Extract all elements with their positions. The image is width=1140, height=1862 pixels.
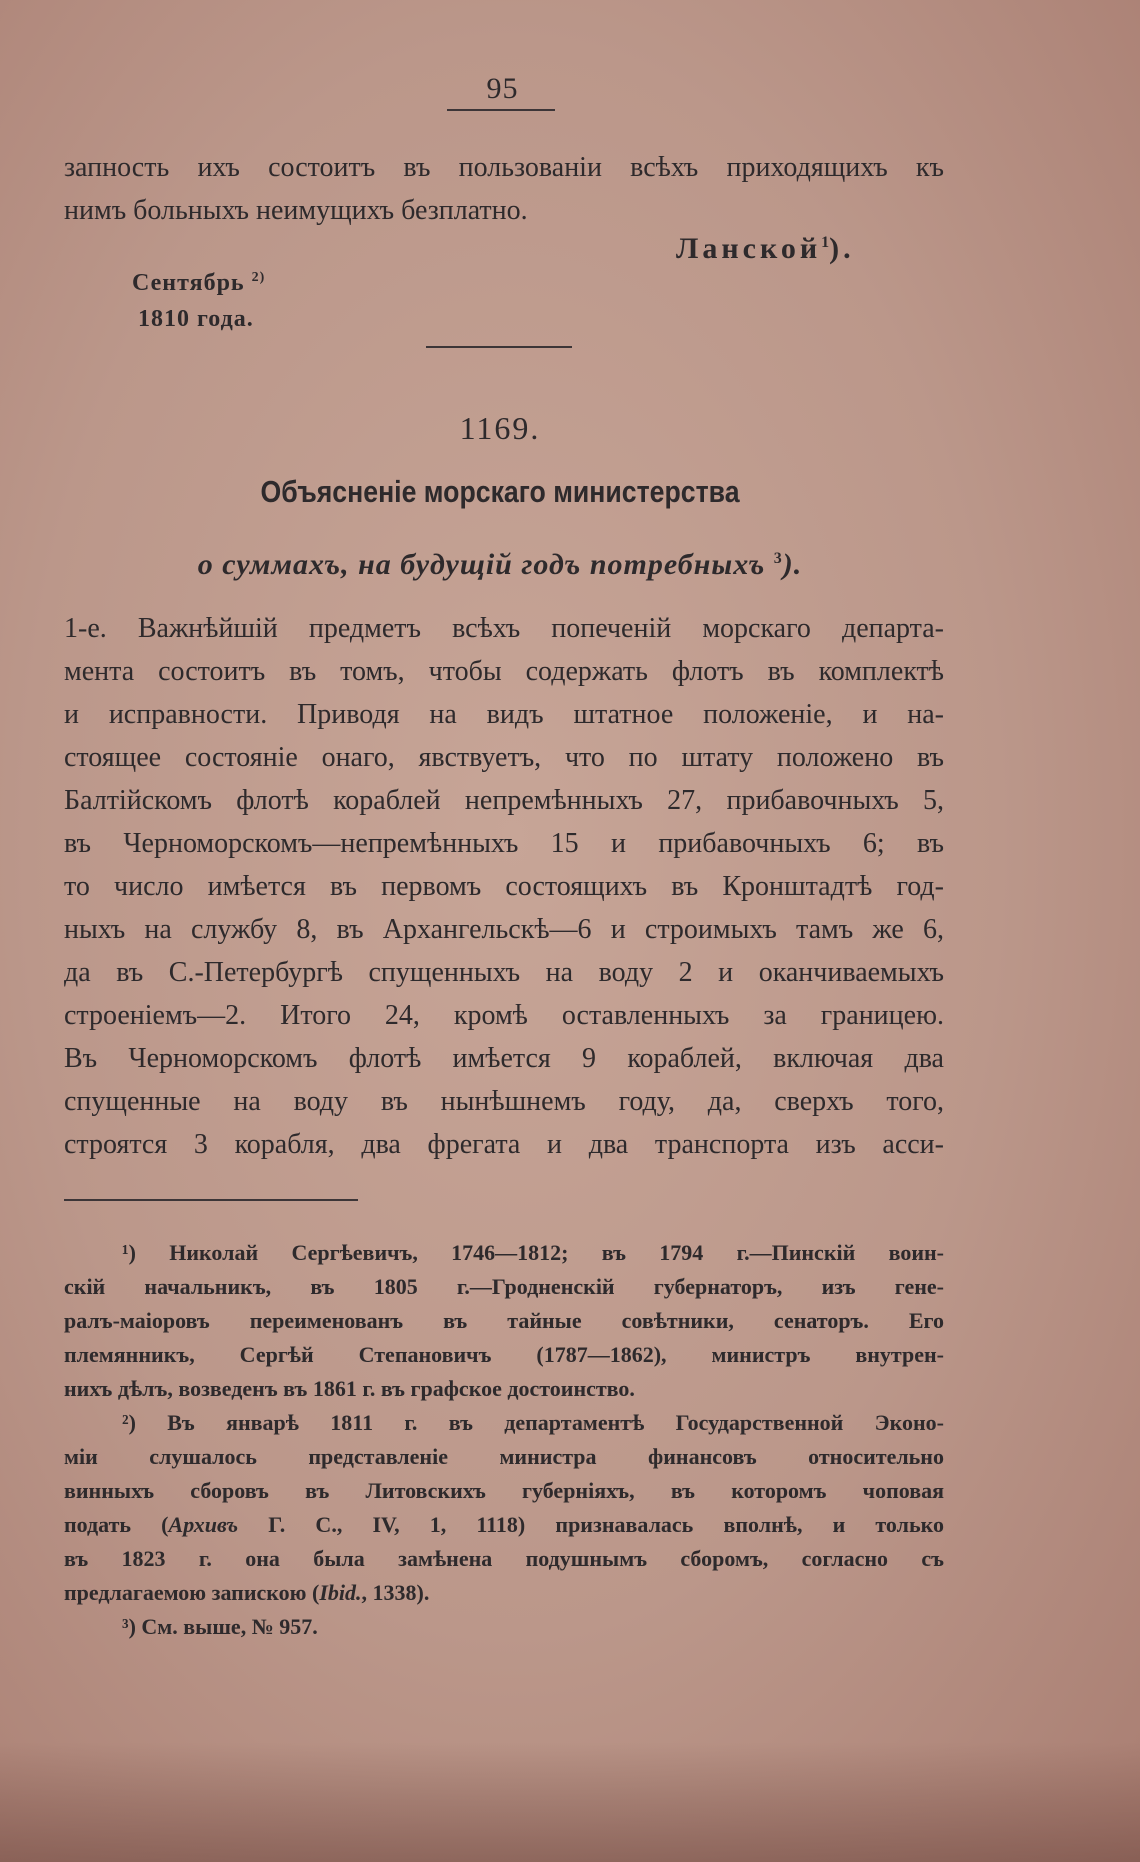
document-subtitle-note-mark: 3 bbox=[773, 550, 783, 567]
body-line-5: Балтійскомъ флотѣ кораблей непремѣнныхъ 27, прибавочныхъ 5, bbox=[64, 785, 944, 816]
footnote-3-text: См. выше, № 957. bbox=[141, 1614, 318, 1639]
section-separator bbox=[426, 346, 572, 348]
footnote-1-line-3: ралъ-маіоровъ переименованъ въ тайные совѣтники, сенаторъ. Его bbox=[64, 1308, 944, 1333]
footnote-2-ibid: Ibid. bbox=[319, 1580, 362, 1605]
body-line-10: строеніемъ—2. Итого 24, кромѣ оставленныхъ за границею. bbox=[64, 1000, 944, 1031]
page-edge-shadow bbox=[0, 1742, 1140, 1862]
footnote-2-line-1 bbox=[64, 1410, 944, 1436]
body-line-11: Въ Черноморскомъ флотѣ имѣется 9 кораблей, включая два bbox=[64, 1043, 944, 1074]
footnote-2-text-1: Въ январѣ 1811 г. въ департаментѣ Государственной Эконо- bbox=[167, 1410, 944, 1435]
body-line-13: строятся 3 корабля, два фрегата и два транспорта изъ асси- bbox=[64, 1129, 944, 1160]
body-line-4: стоящее состояніе онаго, явствуетъ, что по штату положено въ bbox=[64, 742, 944, 773]
body-line-8: ныхъ на службу 8, въ Архангельскѣ—6 и строимыхъ тамъ же 6, bbox=[64, 914, 944, 945]
footnote-rule bbox=[64, 1199, 358, 1201]
footnote-1-mark: ¹) bbox=[122, 1240, 136, 1265]
document-subtitle-end: ). bbox=[782, 548, 803, 581]
footnote-3-mark: ³) bbox=[122, 1614, 136, 1639]
date-month-text: Сентябрь bbox=[132, 270, 245, 296]
footnote-2-line-4-a: подать ( bbox=[64, 1512, 169, 1537]
body-line-9: да въ С.-Петербургѣ спущенныхъ на воду 2 и оканчиваемыхъ bbox=[64, 957, 944, 988]
date-note-mark: 2) bbox=[251, 270, 266, 285]
continuation-line-1: запность ихъ состоитъ въ пользованіи всѣхъ приходящихъ къ bbox=[64, 152, 944, 183]
signature-name: Ланской bbox=[676, 232, 822, 265]
footnote-1-line-5: нихъ дѣлъ, возведенъ въ 1861 г. въ графское достоинство. bbox=[64, 1376, 635, 1401]
continuation-line-2: нимъ больныхъ неимущихъ безплатно. bbox=[64, 195, 528, 226]
signature-closing: ). bbox=[829, 232, 855, 265]
document-title: Объясненіе морскаго министерства bbox=[260, 474, 740, 509]
footnote-2-line-5: въ 1823 г. она была замѣнена подушнымъ сборомъ, согласно съ bbox=[64, 1546, 944, 1571]
footnote-1-line-2: скій начальникъ, въ 1805 г.—Гродненскій губернаторъ, изъ гене- bbox=[64, 1274, 944, 1299]
document-subtitle bbox=[0, 548, 1000, 582]
footnote-2-line-6 bbox=[64, 1580, 944, 1606]
footnote-1-text-1: Николай Сергѣевичъ, 1746—1812; въ 1794 г.—Пинскій воин- bbox=[169, 1240, 944, 1265]
body-line-12: спущенные на воду въ нынѣшнемъ году, да, сверхъ того, bbox=[64, 1086, 944, 1117]
body-line-2: мента состоитъ въ томъ, чтобы содержать флотъ въ комплектѣ bbox=[64, 656, 944, 687]
footnote-2-archive-ref: Архивъ bbox=[168, 1512, 239, 1537]
body-line-1: 1-е. Важнѣйшій предметъ всѣхъ попеченій морскаго департа- bbox=[64, 613, 944, 644]
document-number: 1169. bbox=[459, 410, 541, 446]
footnote-2-line-6-a: предлагаемою запискою ( bbox=[64, 1580, 320, 1605]
body-line-6: въ Черноморскомъ—непремѣнныхъ 15 и прибавочныхъ 6; въ bbox=[64, 828, 944, 859]
date-month bbox=[132, 270, 265, 297]
signature bbox=[676, 232, 855, 266]
footnote-2-line-2: міи слушалось представленіе министра финансовъ относительно bbox=[64, 1444, 944, 1469]
footnote-2-mark: ²) bbox=[122, 1410, 136, 1435]
footnote-1-line-4: племянникъ, Сергѣй Степановичъ (1787—1862), министръ внутрен- bbox=[64, 1342, 944, 1367]
date-year: 1810 года. bbox=[138, 306, 254, 332]
footnote-2-line-4-b: Г. С., IV, 1, 1118) признавалась вполнѣ, и только bbox=[238, 1512, 944, 1537]
signature-note-mark: 1 bbox=[821, 234, 830, 251]
footnote-2-line-4 bbox=[64, 1512, 944, 1538]
body-line-3: и исправности. Приводя на видъ штатное положеніе, и на- bbox=[64, 699, 944, 730]
footnote-2-line-3: винныхъ сборовъ въ Литовскихъ губерніяхъ, въ которомъ чоповая bbox=[64, 1478, 944, 1503]
body-line-7: то число имѣется въ первомъ состоящихъ въ Кронштадтѣ год- bbox=[64, 871, 944, 902]
footnote-2-line-6-b: , 1338). bbox=[361, 1580, 430, 1605]
page-number: 95 bbox=[486, 72, 519, 105]
footnote-1-line-1 bbox=[64, 1240, 944, 1266]
document-subtitle-text: о суммахъ, на будущій годъ потребныхъ bbox=[197, 548, 766, 581]
footnote-3 bbox=[64, 1614, 944, 1640]
page-number-rule bbox=[447, 109, 555, 111]
